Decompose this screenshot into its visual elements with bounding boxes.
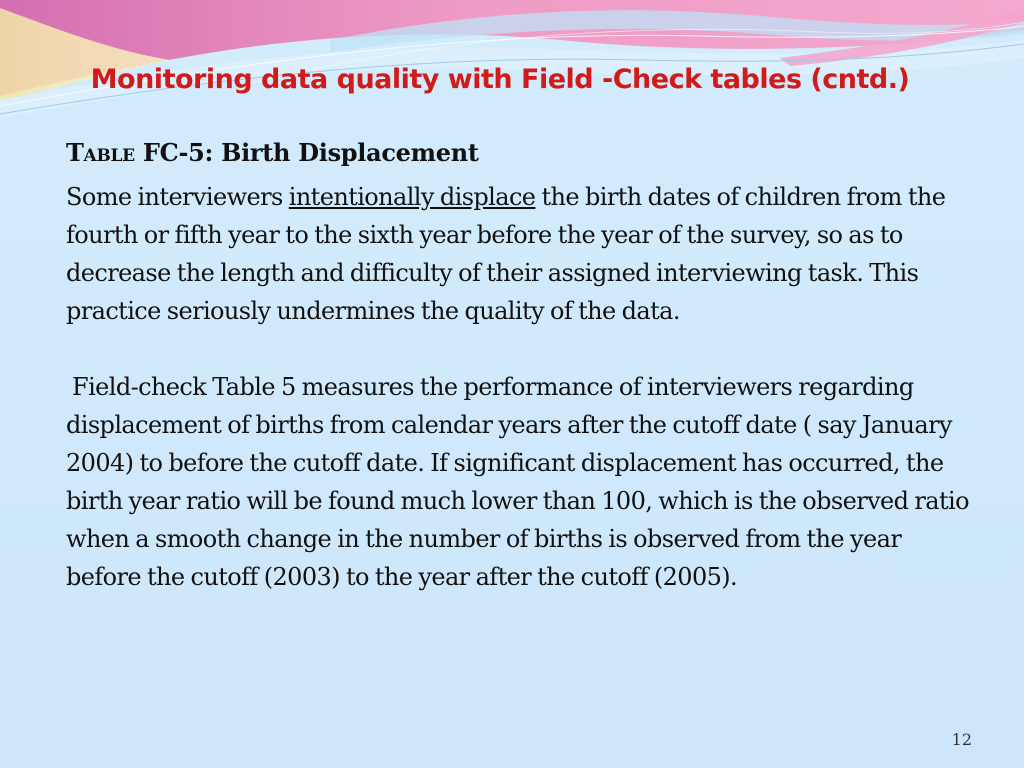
paragraph-gap xyxy=(66,330,972,368)
paragraph-1 xyxy=(66,178,972,330)
paragraph-2 xyxy=(66,368,972,596)
table-subheading xyxy=(66,136,972,170)
paragraph-1-underlined: intentionally displace xyxy=(288,183,536,211)
paragraph-1-after: the birth dates of children from the fourth or fifth year to the sixth year before the year of the survey, so as to decrease the length and difficulty of their assigned interviewing task. This practice seriously undermines the quality of the data. xyxy=(66,183,946,325)
slide-title: Monitoring data quality with Field -Check tables (cntd.) xyxy=(90,64,910,95)
subheading-prefix: Table xyxy=(66,138,135,167)
subheading-rest: FC-5: Birth Displacement xyxy=(134,138,479,167)
slide-content xyxy=(66,136,972,596)
paragraph-1-before: Some interviewers xyxy=(66,183,289,211)
page-number: 12 xyxy=(951,730,972,749)
paragraph-2-text: Field-check Table 5 measures the performance of interviewers regarding displacement of births from calendar years after the cutoff date ( say January 2004) to before the cutoff date. If significant displacement has occurred, the birth year ratio will be found much lower than 100, which is the observed ratio when a smooth change in the number of births is observed from the year before the cutoff (2003) to the year after the cutoff (2005). xyxy=(66,373,969,591)
